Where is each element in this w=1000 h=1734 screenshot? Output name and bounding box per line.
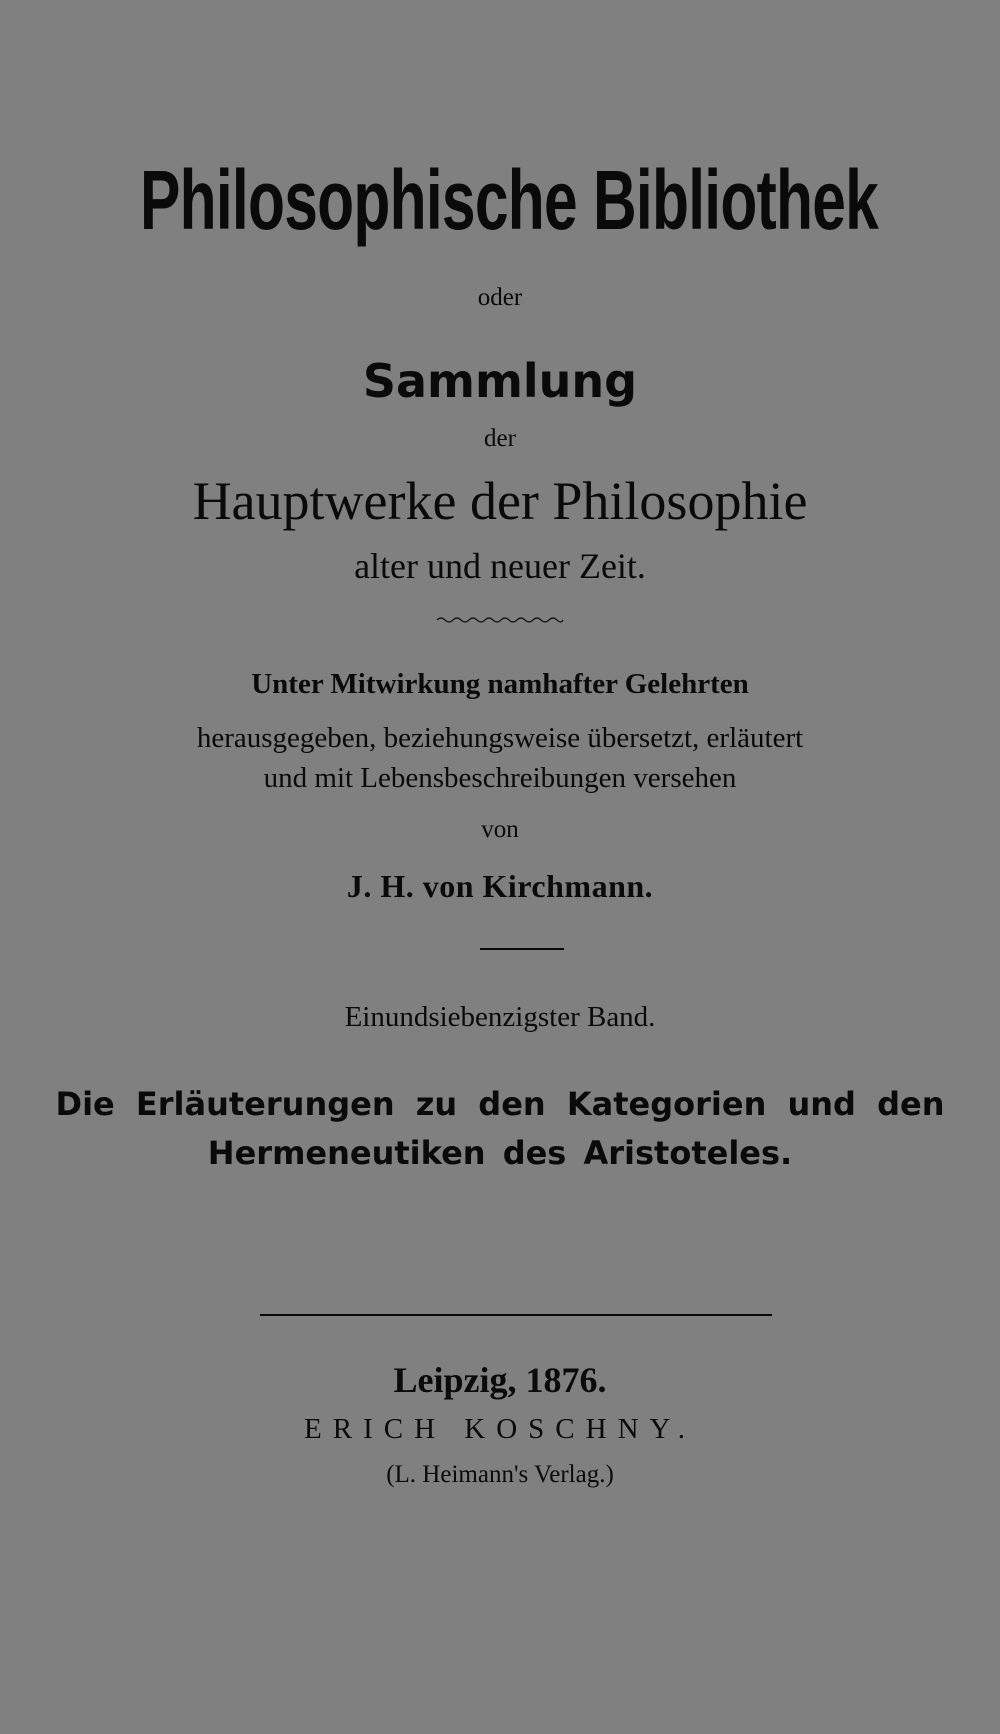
connector-oder: oder (477, 284, 523, 311)
work-title-line-1: Die Erläuterungen zu den Kategorien und den (55, 1085, 945, 1123)
long-divider (260, 1314, 772, 1316)
short-divider (480, 948, 564, 950)
connector-der: der (484, 425, 516, 452)
volume-number: Einundsiebenzigster Band. (344, 1001, 656, 1033)
imprint-line: (L. Heimann's Verlag.) (386, 1461, 614, 1488)
edition-line-2: und mit Lebensbeschreibungen versehen (263, 762, 737, 794)
work-title-line-2: Hermeneutiken des Aristoteles. (207, 1134, 793, 1172)
wavy-ornament-divider (0, 612, 1000, 630)
collaboration-line: Unter Mitwirkung namhafter Gelehrten (251, 668, 749, 700)
edition-line-1: herausgegeben, beziehungsweise übersetzt, erläutert (196, 722, 804, 754)
connector-von: von (481, 816, 519, 843)
publisher-name: ERICH KOSCHNY. (304, 1413, 696, 1445)
era-line: alter und neuer Zeit. (354, 546, 646, 586)
main-subtitle: Hauptwerke der Philosophie (192, 471, 808, 531)
editor-name: J. H. von Kirchmann. (346, 868, 654, 904)
place-and-year: Leipzig, 1876. (393, 1360, 607, 1400)
sammlung-heading: Sammlung (362, 354, 638, 408)
series-title: Philosophische Bibliothek (140, 153, 879, 247)
